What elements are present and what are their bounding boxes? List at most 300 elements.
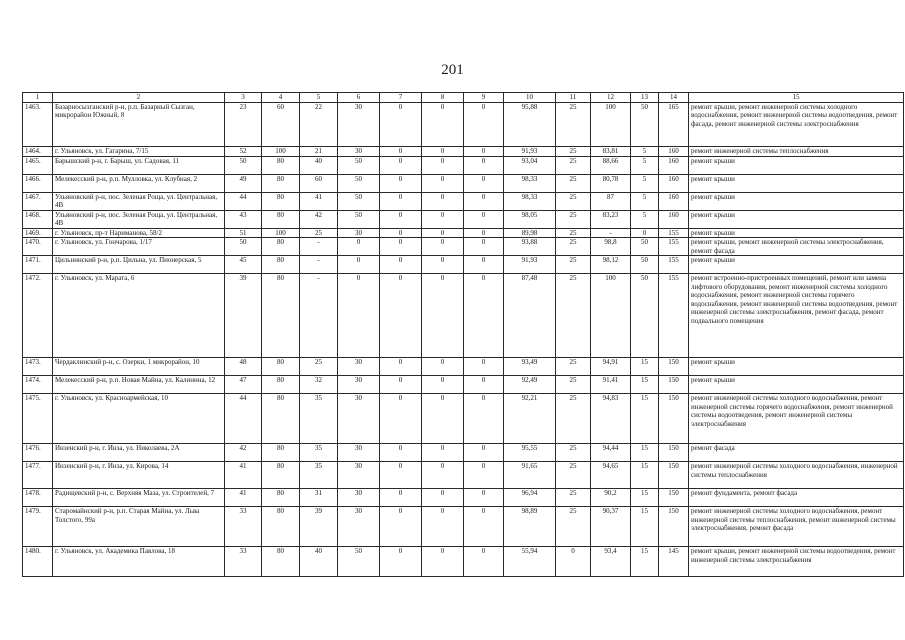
table-row	[23, 489, 904, 507]
row-number: 1465.	[23, 156, 53, 174]
value-cell: 0	[422, 376, 464, 394]
value-cell: -	[300, 274, 338, 358]
value-cell: 0	[464, 358, 504, 376]
row-number: 1469.	[23, 228, 53, 238]
value-cell: 41	[225, 462, 262, 489]
value-cell: 100	[262, 146, 300, 156]
value-cell: 155	[659, 274, 689, 358]
value-cell: 0	[556, 547, 591, 577]
value-cell: 25	[556, 358, 591, 376]
value-cell: 160	[659, 192, 689, 210]
value-cell: 0	[380, 444, 422, 462]
works-cell: ремонт крыши	[689, 256, 904, 274]
value-cell: 0	[464, 547, 504, 577]
value-cell: 80	[262, 238, 300, 256]
value-cell: 25	[556, 146, 591, 156]
value-cell: 0	[464, 210, 504, 228]
value-cell: 150	[659, 507, 689, 547]
value-cell: 50	[338, 174, 380, 192]
value-cell: 0	[464, 174, 504, 192]
table-row	[23, 228, 904, 238]
value-cell: 95,55	[504, 444, 556, 462]
value-cell: 0	[422, 228, 464, 238]
value-cell: 40	[300, 156, 338, 174]
value-cell: 0	[380, 376, 422, 394]
value-cell: 15	[631, 489, 659, 507]
value-cell: 0	[464, 228, 504, 238]
value-cell: 50	[338, 547, 380, 577]
value-cell: 0	[422, 174, 464, 192]
value-cell: 80,78	[591, 174, 631, 192]
value-cell: 160	[659, 156, 689, 174]
row-number: 1464.	[23, 146, 53, 156]
value-cell: -	[591, 228, 631, 238]
value-cell: 150	[659, 489, 689, 507]
works-cell: ремонт крыши, ремонт инженерной системы холодного водоснабжения, ремонт инженерной системы водоотведения, ремонт фасада, ремонт инженерной системы электроснабжения	[689, 102, 904, 146]
works-cell: ремонт инженерной системы холодного водоснабжения, инженерной системы теплоснабжения	[689, 462, 904, 489]
works-cell: ремонт фундамента, ремонт фасада	[689, 489, 904, 507]
value-cell: 30	[338, 462, 380, 489]
value-cell: 25	[556, 174, 591, 192]
row-number: 1466.	[23, 174, 53, 192]
value-cell: 30	[338, 146, 380, 156]
value-cell: 100	[262, 228, 300, 238]
value-cell: 0	[380, 102, 422, 146]
value-cell: 30	[338, 376, 380, 394]
value-cell: 50	[338, 192, 380, 210]
value-cell: 35	[300, 444, 338, 462]
value-cell: 35	[300, 394, 338, 444]
value-cell: 15	[631, 376, 659, 394]
row-number: 1463.	[23, 102, 53, 146]
value-cell: 94,91	[591, 358, 631, 376]
address-cell: Цильнинский р-н, р.п. Цильна, ул. Пионерская, 5	[53, 256, 225, 274]
value-cell: 30	[338, 444, 380, 462]
value-cell: 0	[380, 394, 422, 444]
works-cell: ремонт крыши	[689, 358, 904, 376]
repair-program-table	[22, 92, 904, 577]
address-cell: г. Ульяновск, ул. Марата, 6	[53, 274, 225, 358]
value-cell: 0	[464, 238, 504, 256]
value-cell: 91,93	[504, 256, 556, 274]
value-cell: 0	[338, 274, 380, 358]
value-cell: 0	[422, 146, 464, 156]
value-cell: 39	[225, 274, 262, 358]
value-cell: 39	[300, 507, 338, 547]
value-cell: 91,65	[504, 462, 556, 489]
works-cell: ремонт крыши	[689, 174, 904, 192]
value-cell: 88,66	[591, 156, 631, 174]
value-cell: 30	[338, 489, 380, 507]
value-cell: 25	[556, 462, 591, 489]
value-cell: 80	[262, 507, 300, 547]
row-number: 1470.	[23, 238, 53, 256]
works-cell: ремонт крыши	[689, 376, 904, 394]
value-cell: 25	[556, 228, 591, 238]
value-cell: 51	[225, 228, 262, 238]
value-cell: 92,21	[504, 394, 556, 444]
value-cell: 0	[422, 210, 464, 228]
value-cell: 0	[464, 102, 504, 146]
value-cell: 0	[464, 256, 504, 274]
value-cell: 98,05	[504, 210, 556, 228]
value-cell: 33	[225, 547, 262, 577]
works-cell: ремонт крыши, ремонт инженерной системы электроснабжения, ремонт фасада	[689, 238, 904, 256]
table-row	[23, 210, 904, 228]
address-cell: г. Ульяновск, ул. Академика Павлова, 18	[53, 547, 225, 577]
row-number: 1471.	[23, 256, 53, 274]
value-cell: 0	[380, 238, 422, 256]
value-cell: 5	[631, 156, 659, 174]
address-cell: Мелекесский р-н, р.п. Новая Майна, ул. Калинина, 12	[53, 376, 225, 394]
value-cell: 22	[300, 102, 338, 146]
table-row	[23, 507, 904, 547]
value-cell: 155	[659, 228, 689, 238]
value-cell: 35	[300, 462, 338, 489]
value-cell: 0	[464, 146, 504, 156]
value-cell: 155	[659, 238, 689, 256]
col-header: 9	[464, 93, 504, 103]
value-cell: 0	[422, 102, 464, 146]
table-row	[23, 156, 904, 174]
address-cell: Ульяновский р-н, пос. Зеленая Роща, ул. Центральная, 4В	[53, 210, 225, 228]
value-cell: 94,44	[591, 444, 631, 462]
address-cell: Инзенский р-н, г. Инза, ул. Николаева, 2А	[53, 444, 225, 462]
works-cell: ремонт инженерной системы холодного водоснабжения, ремонт инженерной системы теплоснабжения, ремонт инженерной системы электроснабжения, ремонт фасада	[689, 507, 904, 547]
works-cell: ремонт крыши	[689, 228, 904, 238]
value-cell: 25	[556, 156, 591, 174]
row-number: 1476.	[23, 444, 53, 462]
value-cell: 0	[422, 156, 464, 174]
table-row	[23, 192, 904, 210]
value-cell: 0	[464, 192, 504, 210]
works-cell: ремонт встроенно-пристроенных помещений, ремонт или замена лифтового оборудования, ремонт инженерной системы холодного водоснабжения, ремонт инженерной системы горячего водоснабжения, ремонт инженерной системы водоотведения, ремонт инженерной системы электроснабжения, ремонт фасада, ремонт подвального помещения	[689, 274, 904, 358]
value-cell: 25	[300, 358, 338, 376]
value-cell: 96,94	[504, 489, 556, 507]
value-cell: 160	[659, 146, 689, 156]
value-cell: 50	[631, 256, 659, 274]
col-header: 4	[262, 93, 300, 103]
value-cell: 98,33	[504, 174, 556, 192]
table-row	[23, 256, 904, 274]
value-cell: 15	[631, 462, 659, 489]
value-cell: 91,93	[504, 146, 556, 156]
value-cell: 60	[262, 102, 300, 146]
works-cell: ремонт крыши	[689, 210, 904, 228]
value-cell: 95,88	[504, 102, 556, 146]
value-cell: 150	[659, 394, 689, 444]
works-cell: ремонт крыши, ремонт инженерной системы водоотведения, ремонт инженерной системы электроснабжения	[689, 547, 904, 577]
value-cell: 94,83	[591, 394, 631, 444]
value-cell: 80	[262, 394, 300, 444]
col-header: 3	[225, 93, 262, 103]
value-cell: 15	[631, 394, 659, 444]
value-cell: 42	[225, 444, 262, 462]
value-cell: 93,49	[504, 358, 556, 376]
value-cell: 150	[659, 358, 689, 376]
value-cell: 50	[631, 238, 659, 256]
col-header: 12	[591, 93, 631, 103]
value-cell: 0	[380, 256, 422, 274]
value-cell: 31	[300, 489, 338, 507]
value-cell: 80	[262, 462, 300, 489]
value-cell: 89,98	[504, 228, 556, 238]
value-cell: 15	[631, 507, 659, 547]
value-cell: 100	[591, 274, 631, 358]
works-cell: ремонт крыши	[689, 192, 904, 210]
col-header: 2	[53, 93, 225, 103]
value-cell: 25	[300, 228, 338, 238]
value-cell: 0	[422, 489, 464, 507]
value-cell: 87,48	[504, 274, 556, 358]
value-cell: 30	[338, 102, 380, 146]
address-cell: Ульяновский р-н, пос. Зеленая Роща, ул. Центральная, 4В	[53, 192, 225, 210]
value-cell: 165	[659, 102, 689, 146]
value-cell: 25	[556, 489, 591, 507]
col-header: 8	[422, 93, 464, 103]
value-cell: 83,81	[591, 146, 631, 156]
col-header: 15	[689, 93, 904, 103]
value-cell: 25	[556, 102, 591, 146]
address-cell: Радищевский р-н, с. Верхняя Мазa, ул. Строителей, 7	[53, 489, 225, 507]
row-number: 1477.	[23, 462, 53, 489]
table-row	[23, 238, 904, 256]
value-cell: 15	[631, 547, 659, 577]
address-cell: Старомайнский р-н, р.п. Старая Майна, ул. Льва Толстого, 99а	[53, 507, 225, 547]
value-cell: 160	[659, 174, 689, 192]
value-cell: 50	[338, 210, 380, 228]
value-cell: 50	[631, 274, 659, 358]
value-cell: 5	[631, 174, 659, 192]
value-cell: 0	[338, 256, 380, 274]
value-cell: 0	[380, 274, 422, 358]
value-cell: 15	[631, 358, 659, 376]
column-number-row	[23, 93, 904, 103]
value-cell: 25	[556, 274, 591, 358]
value-cell: 0	[464, 376, 504, 394]
works-cell: ремонт крыши	[689, 156, 904, 174]
value-cell: 25	[556, 192, 591, 210]
value-cell: 150	[659, 444, 689, 462]
value-cell: 0	[380, 146, 422, 156]
value-cell: 0	[422, 238, 464, 256]
table-row	[23, 547, 904, 577]
value-cell: 0	[464, 444, 504, 462]
value-cell: 0	[422, 547, 464, 577]
row-number: 1475.	[23, 394, 53, 444]
value-cell: 30	[338, 358, 380, 376]
works-cell: ремонт инженерной системы теплоснабжения	[689, 146, 904, 156]
value-cell: 25	[556, 210, 591, 228]
value-cell: 23	[225, 102, 262, 146]
col-header: 6	[338, 93, 380, 103]
value-cell: -	[300, 256, 338, 274]
value-cell: 0	[422, 462, 464, 489]
address-cell: Чердаклинский р-н, с. Озерки, 1 микрорайон, 10	[53, 358, 225, 376]
value-cell: 30	[338, 507, 380, 547]
value-cell: 50	[631, 102, 659, 146]
table-row	[23, 462, 904, 489]
col-header: 7	[380, 93, 422, 103]
value-cell: 50	[338, 156, 380, 174]
value-cell: 160	[659, 210, 689, 228]
row-number: 1468.	[23, 210, 53, 228]
value-cell: 42	[300, 210, 338, 228]
value-cell: 0	[380, 547, 422, 577]
col-header: 5	[300, 93, 338, 103]
row-number: 1472.	[23, 274, 53, 358]
value-cell: 91,41	[591, 376, 631, 394]
value-cell: -	[300, 238, 338, 256]
value-cell: 0	[380, 174, 422, 192]
value-cell: 33	[225, 507, 262, 547]
value-cell: 0	[464, 507, 504, 547]
value-cell: 90,2	[591, 489, 631, 507]
value-cell: 80	[262, 376, 300, 394]
col-header: 14	[659, 93, 689, 103]
value-cell: 5	[631, 210, 659, 228]
address-cell: Базарносызганский р-н, р.п. Базарный Сызган, микрорайон Южный, 8	[53, 102, 225, 146]
table-body	[23, 93, 904, 577]
value-cell: 30	[338, 394, 380, 444]
value-cell: 47	[225, 376, 262, 394]
value-cell: 0	[422, 444, 464, 462]
value-cell: 92,49	[504, 376, 556, 394]
address-cell: г. Ульяновск, ул. Красноармейская, 10	[53, 394, 225, 444]
value-cell: 0	[464, 274, 504, 358]
value-cell: 25	[556, 507, 591, 547]
value-cell: 0	[380, 507, 422, 547]
table-row	[23, 174, 904, 192]
value-cell: 150	[659, 462, 689, 489]
row-number: 1479.	[23, 507, 53, 547]
value-cell: 80	[262, 192, 300, 210]
table-row	[23, 444, 904, 462]
value-cell: 80	[262, 489, 300, 507]
address-cell: Инзенский р-н, г. Инза, ул. Кирова, 14	[53, 462, 225, 489]
value-cell: 41	[225, 489, 262, 507]
value-cell: 80	[262, 274, 300, 358]
value-cell: 0	[422, 507, 464, 547]
value-cell: 83,23	[591, 210, 631, 228]
value-cell: 93,88	[504, 238, 556, 256]
row-number: 1467.	[23, 192, 53, 210]
value-cell: 55,94	[504, 547, 556, 577]
value-cell: 98,8	[591, 238, 631, 256]
value-cell: 0	[380, 462, 422, 489]
table-row	[23, 376, 904, 394]
value-cell: 5	[631, 146, 659, 156]
value-cell: 93,4	[591, 547, 631, 577]
address-cell: Мелекесский р-н, р.п. Мулловка, ул. Клубная, 2	[53, 174, 225, 192]
value-cell: 44	[225, 192, 262, 210]
address-cell: г. Ульяновск, ул. Гагарина, 7/15	[53, 146, 225, 156]
value-cell: 80	[262, 444, 300, 462]
page-number: 201	[441, 62, 464, 78]
address-cell: г. Ульяновск, пр-т Нариманова, 58/2	[53, 228, 225, 238]
value-cell: 0	[422, 256, 464, 274]
value-cell: 80	[262, 174, 300, 192]
value-cell: 98,12	[591, 256, 631, 274]
value-cell: 90,37	[591, 507, 631, 547]
value-cell: 21	[300, 146, 338, 156]
value-cell: 0	[380, 156, 422, 174]
value-cell: 32	[300, 376, 338, 394]
value-cell: 48	[225, 358, 262, 376]
value-cell: 52	[225, 146, 262, 156]
value-cell: 80	[262, 547, 300, 577]
value-cell: 0	[380, 489, 422, 507]
value-cell: 43	[225, 210, 262, 228]
table-row	[23, 102, 904, 146]
value-cell: 30	[338, 228, 380, 238]
value-cell: 100	[591, 102, 631, 146]
table-row	[23, 274, 904, 358]
col-header: 1	[23, 93, 53, 103]
value-cell: 25	[556, 444, 591, 462]
value-cell: 0	[422, 192, 464, 210]
value-cell: 0	[464, 489, 504, 507]
value-cell: 49	[225, 174, 262, 192]
value-cell: 60	[300, 174, 338, 192]
table-row	[23, 146, 904, 156]
row-number: 1480.	[23, 547, 53, 577]
value-cell: 15	[631, 444, 659, 462]
value-cell: 0	[422, 394, 464, 444]
value-cell: 50	[225, 156, 262, 174]
address-cell: г. Ульяновск, ул. Гончарова, 1/17	[53, 238, 225, 256]
value-cell: 40	[300, 547, 338, 577]
value-cell: 0	[464, 394, 504, 444]
row-number: 1473.	[23, 358, 53, 376]
value-cell: 25	[556, 256, 591, 274]
value-cell: 87	[591, 192, 631, 210]
table-row	[23, 358, 904, 376]
value-cell: 80	[262, 358, 300, 376]
value-cell: 41	[300, 192, 338, 210]
value-cell: 44	[225, 394, 262, 444]
table-row	[23, 394, 904, 444]
value-cell: 0	[338, 238, 380, 256]
value-cell: 25	[556, 394, 591, 444]
value-cell: 98,33	[504, 192, 556, 210]
col-header: 13	[631, 93, 659, 103]
value-cell: 0	[380, 228, 422, 238]
value-cell: 150	[659, 376, 689, 394]
value-cell: 93,04	[504, 156, 556, 174]
value-cell: 94,65	[591, 462, 631, 489]
row-number: 1478.	[23, 489, 53, 507]
col-header: 10	[504, 93, 556, 103]
value-cell: 0	[380, 192, 422, 210]
value-cell: 0	[464, 462, 504, 489]
value-cell: 50	[225, 238, 262, 256]
value-cell: 155	[659, 256, 689, 274]
row-number: 1474.	[23, 376, 53, 394]
value-cell: 25	[556, 238, 591, 256]
value-cell: 0	[422, 274, 464, 358]
value-cell: 5	[631, 192, 659, 210]
col-header: 11	[556, 93, 591, 103]
value-cell: 80	[262, 256, 300, 274]
value-cell: 80	[262, 156, 300, 174]
value-cell: 0	[631, 228, 659, 238]
value-cell: 0	[464, 156, 504, 174]
works-cell: ремонт инженерной системы холодного водоснабжения, ремонт инженерной системы горячего водоснабжения, ремонт инженерной системы водоотведения, ремонт инженерной системы электроснабжения	[689, 394, 904, 444]
value-cell: 0	[422, 358, 464, 376]
value-cell: 98,89	[504, 507, 556, 547]
works-cell: ремонт фасада	[689, 444, 904, 462]
